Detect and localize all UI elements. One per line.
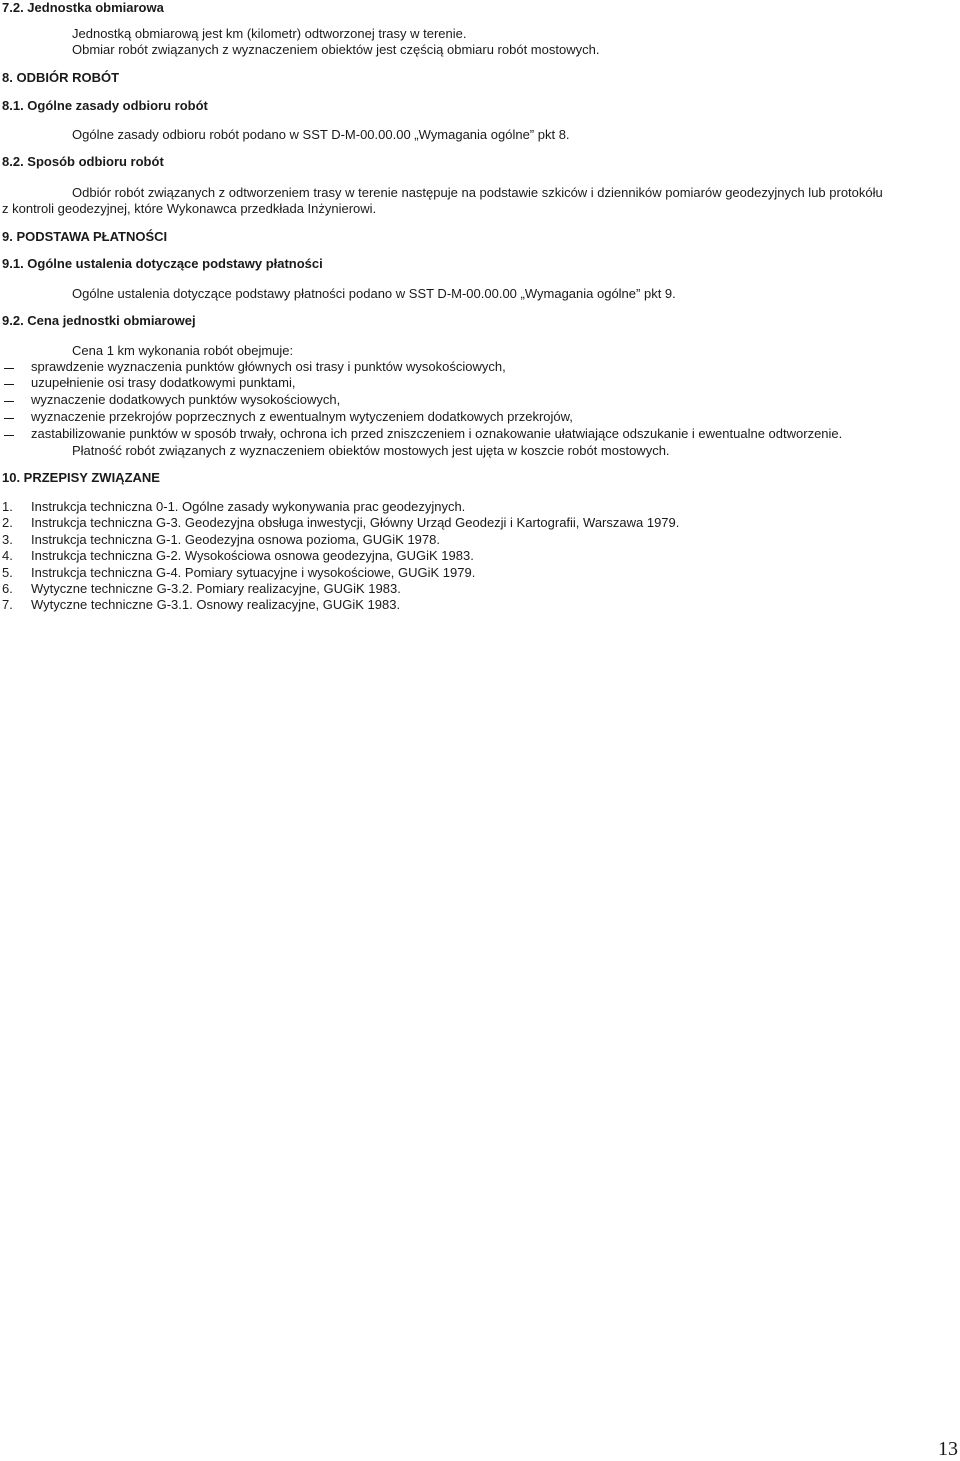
dash-bullet-icon — [4, 384, 14, 385]
list-item-number: 2. — [2, 515, 13, 530]
section-heading: 7.2. Jednostka obmiarowa — [2, 0, 164, 15]
page-number: 13 — [938, 1438, 958, 1460]
list-item-text: Instrukcja techniczna G-3. Geodezyjna obsługa inwestycji, Główny Urząd Geodezji i Kartografii, Warszawa 1979. — [31, 515, 680, 530]
list-item-text: uzupełnienie osi trasy dodatkowymi punktami, — [31, 375, 296, 390]
section-heading: 8.1. Ogólne zasady odbioru robót — [2, 98, 208, 113]
list-item-text: Instrukcja techniczna G-2. Wysokościowa osnowa geodezyjna, GUGiK 1983. — [31, 548, 474, 563]
dash-bullet-icon — [4, 368, 14, 369]
list-item-text: zastabilizowanie punktów w sposób trwały, ochrona ich przed zniszczeniem i oznakowanie ułatwiające odszukanie i ewentualne odtworzenie. — [31, 426, 843, 441]
section-heading: 9.2. Cena jednostki obmiarowej — [2, 313, 196, 328]
list-item-number: 7. — [2, 597, 13, 612]
list-item-text: Instrukcja techniczna 0-1. Ogólne zasady wykonywania prac geodezyjnych. — [31, 499, 466, 514]
list-item-text: Instrukcja techniczna G-4. Pomiary sytuacyjne i wysokościowe, GUGiK 1979. — [31, 565, 476, 580]
section-heading: 9.1. Ogólne ustalenia dotyczące podstawy płatności — [2, 256, 323, 271]
dash-bullet-icon — [4, 418, 14, 419]
list-item-text: Instrukcja techniczna G-1. Geodezyjna osnowa pozioma, GUGiK 1978. — [31, 532, 440, 547]
paragraph: Ogólne zasady odbioru robót podano w SST D-M-00.00.00 „Wymagania ogólne” pkt 8. — [72, 127, 570, 142]
paragraph: Ogólne ustalenia dotyczące podstawy płatności podano w SST D-M-00.00.00 „Wymagania ogólne” pkt 9. — [72, 286, 676, 301]
chapter-heading: 9. PODSTAWA PŁATNOŚCI — [2, 229, 168, 244]
paragraph: Cena 1 km wykonania robót obejmuje: — [72, 343, 294, 358]
chapter-heading: 10. PRZEPISY ZWIĄZANE — [2, 470, 160, 485]
dash-bullet-icon — [4, 401, 14, 402]
paragraph: Odbiór robót związanych z odtworzeniem trasy w terenie następuje na podstawie szkiców i dzienników pomiarów geodezyjnych lub protokółu — [72, 185, 883, 200]
list-item-number: 5. — [2, 565, 13, 580]
paragraph: Jednostką obmiarową jest km (kilometr) odtworzonej trasy w terenie. — [72, 26, 467, 41]
section-heading: 8.2. Sposób odbioru robót — [2, 154, 164, 169]
list-item-text: wyznaczenie przekrojów poprzecznych z ewentualnym wytyczeniem dodatkowych przekrojów, — [31, 409, 573, 424]
list-item-text: Wytyczne techniczne G-3.1. Osnowy realizacyjne, GUGiK 1983. — [31, 597, 401, 612]
list-item-number: 6. — [2, 581, 13, 596]
list-item-text: Wytyczne techniczne G-3.2. Pomiary realizacyjne, GUGiK 1983. — [31, 581, 401, 596]
paragraph: Obmiar robót związanych z wyznaczeniem obiektów jest częścią obmiaru robót mostowych. — [72, 42, 600, 57]
list-item-text: wyznaczenie dodatkowych punktów wysokościowych, — [31, 392, 341, 407]
list-item-number: 1. — [2, 499, 13, 514]
list-item-number: 4. — [2, 548, 13, 563]
paragraph: Płatność robót związanych z wyznaczeniem obiektów mostowych jest ujęta w koszcie robót mostowych. — [72, 443, 670, 458]
list-item-text: sprawdzenie wyznaczenia punktów głównych osi trasy i punktów wysokościowych, — [31, 359, 506, 374]
list-item-number: 3. — [2, 532, 13, 547]
dash-bullet-icon — [4, 435, 14, 436]
paragraph-continuation: z kontroli geodezyjnej, które Wykonawca przedkłada Inżynierowi. — [2, 201, 377, 216]
chapter-heading: 8. ODBIÓR ROBÓT — [2, 70, 120, 85]
